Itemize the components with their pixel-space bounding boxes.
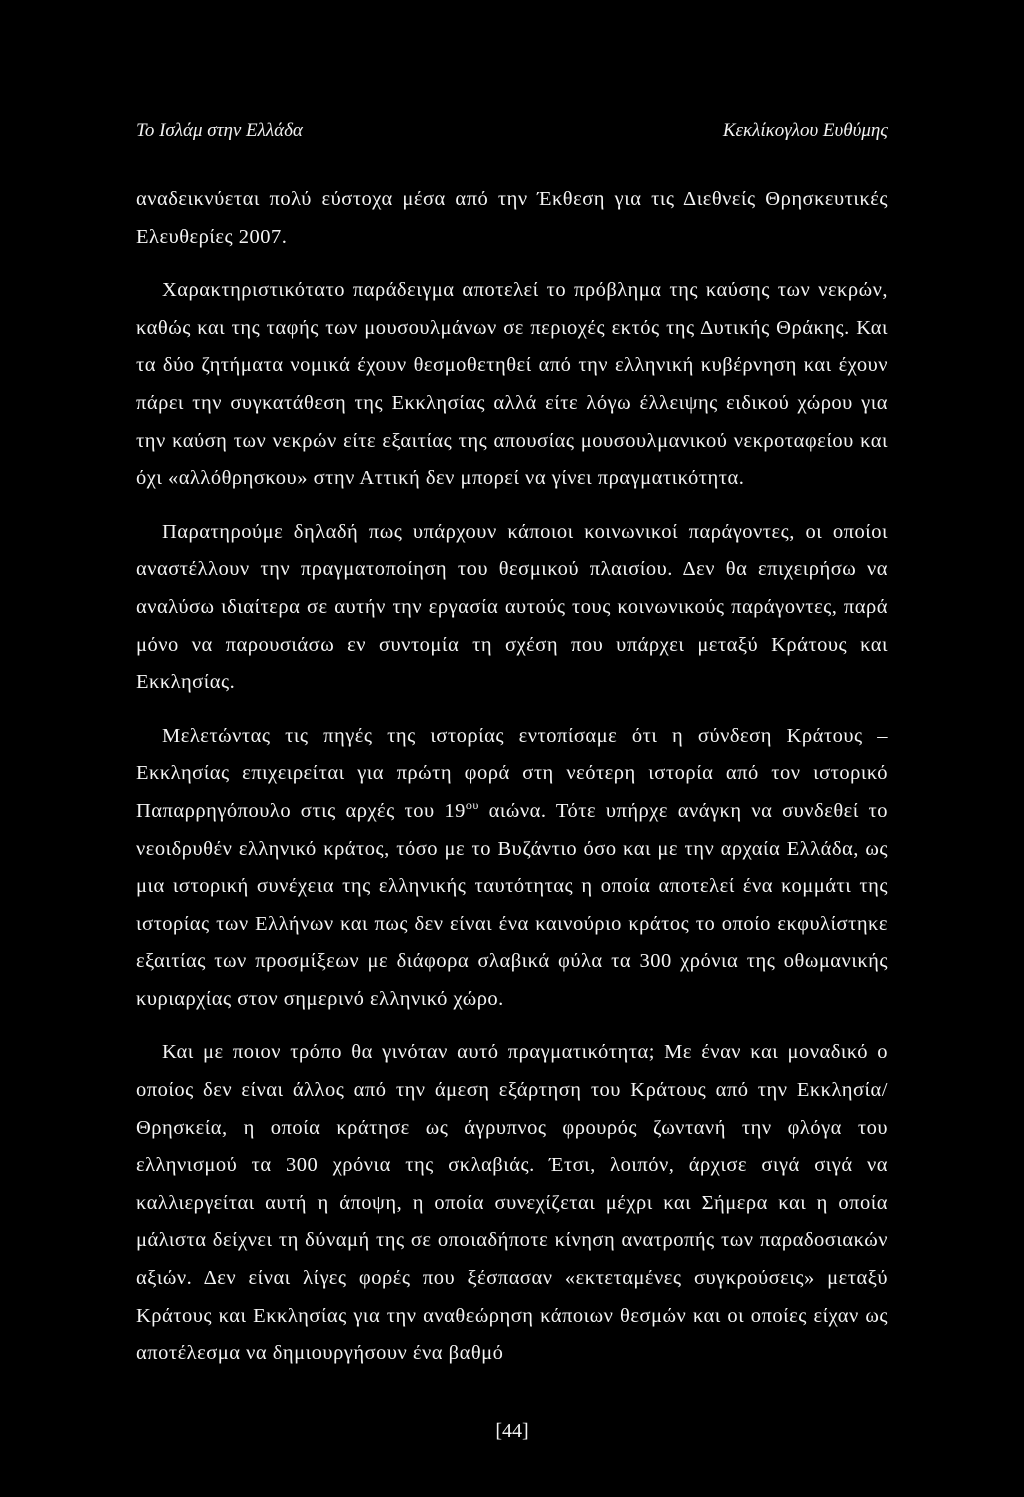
paragraph-5: Και με ποιον τρόπο θα γινόταν αυτό πραγματικότητα; Με έναν και μοναδικό ο οποίος δεν είναι άλλος από την άμεση εξάρτηση του Κράτους από την Εκκλησία/Θρησκεία, η οποία κράτησε ως άγρυπνος φρουρός ζωντανή την φλόγα του ελληνισμού τα 300 χρόνια της σκλαβιάς. Έτσι, λοιπόν, άρχισε σιγά σιγά να καλλιεργείται αυτή η άποψη, η οποία συνεχίζεται μέχρι και Σήμερα και η οποία μάλιστα δείχνει τη δύναμή της σε οποιαδήποτε κίνηση ανατροπής των παραδοσιακών αξιών. Δεν είναι λίγες φορές που ξέσπασαν «εκτεταμένες συγκρούσεις» μεταξύ Κράτους και Εκκλησίας για την αναθεώρηση κάποιων θεσμών και οι οποίες είχαν ως αποτέλεσμα να δημιουργήσουν ένα βαθμό bbox=[136, 1041, 888, 1365]
paragraph-4-superscript: ου bbox=[465, 797, 479, 812]
paragraph-4 bbox=[136, 718, 888, 1019]
paragraph-4-part-a: Μελετώντας τις πηγές της ιστορίας εντοπίσαμε ότι η σύνδεση Κράτους – Εκκλησίας επιχειρείται για πρώτη φορά στη νεότερη ιστορία από τον ιστορικό Παπαρρηγόπουλο στις αρχές του 19 bbox=[136, 724, 888, 822]
paragraph-4-part-b: αιώνα. Τότε υπήρχε ανάγκη να συνδεθεί το νεοιδρυθέν ελληνικό κράτος, τόσο με το Βυζάντιο όσο και με την αρχαία Ελλάδα, ως μια ιστορική συνέχεια της ελληνικής ταυτότητας η οποία αποτελεί ένα κομμάτι της ιστορίας των Ελλήνων και πως δεν είναι ένα καινούριο κράτος το οποίο εκφυλίστηκε εξαιτίας των προσμίξεων με διάφορα σλαβικά φύλα τα 300 χρόνια της οθωμανικής κυριαρχίας στον σημερινό ελληνικό χώρο. bbox=[136, 799, 888, 1010]
paragraph-2: Χαρακτηριστικότατο παράδειγμα αποτελεί το πρόβλημα της καύσης των νεκρών, καθώς και της ταφής των μουσουλμάνων σε περιοχές εκτός της Δυτικής Θράκης. Και τα δύο ζητήματα νομικά έχουν θεσμοθετηθεί από την ελληνική κυβέρνηση και έχουν πάρει την συγκατάθεση της Εκκλησίας αλλά είτε λόγω έλλειψης ειδικού χώρου για την καύση των νεκρών είτε εξαιτίας της απουσίας μουσουλμανικού νεκροταφείου και όχι «αλλόθρησκου» στην Αττική δεν μπορεί να γίνει πραγματικότητα. bbox=[136, 279, 888, 490]
body-text bbox=[136, 181, 888, 1389]
paragraph-3: Παρατηρούμε δηλαδή πως υπάρχουν κάποιοι κοινωνικοί παράγοντες, οι οποίοι αναστέλλουν την πραγματοποίηση του θεσμικού πλαισίου. Δεν θα επιχειρήσω να αναλύσω ιδιαίτερα σε αυτήν την εργασία αυτούς τους κοινωνικούς παράγοντες, παρά μόνο να παρουσιάσω εν συντομία τη σχέση που υπάρχει μεταξύ Κράτους και Εκκλησίας. bbox=[136, 520, 888, 694]
page-number: [44] bbox=[495, 1420, 529, 1442]
header-title: Το Ισλάμ στην Ελλάδα bbox=[136, 120, 303, 141]
running-header bbox=[136, 120, 888, 146]
paragraph-1: αναδεικνύεται πολύ εύστοχα μέσα από την Έκθεση για τις Διεθνείς Θρησκευτικές Ελευθερίες 2007. bbox=[136, 188, 888, 248]
header-author: Κεκλίκογλου Ευθύμης bbox=[722, 120, 888, 141]
